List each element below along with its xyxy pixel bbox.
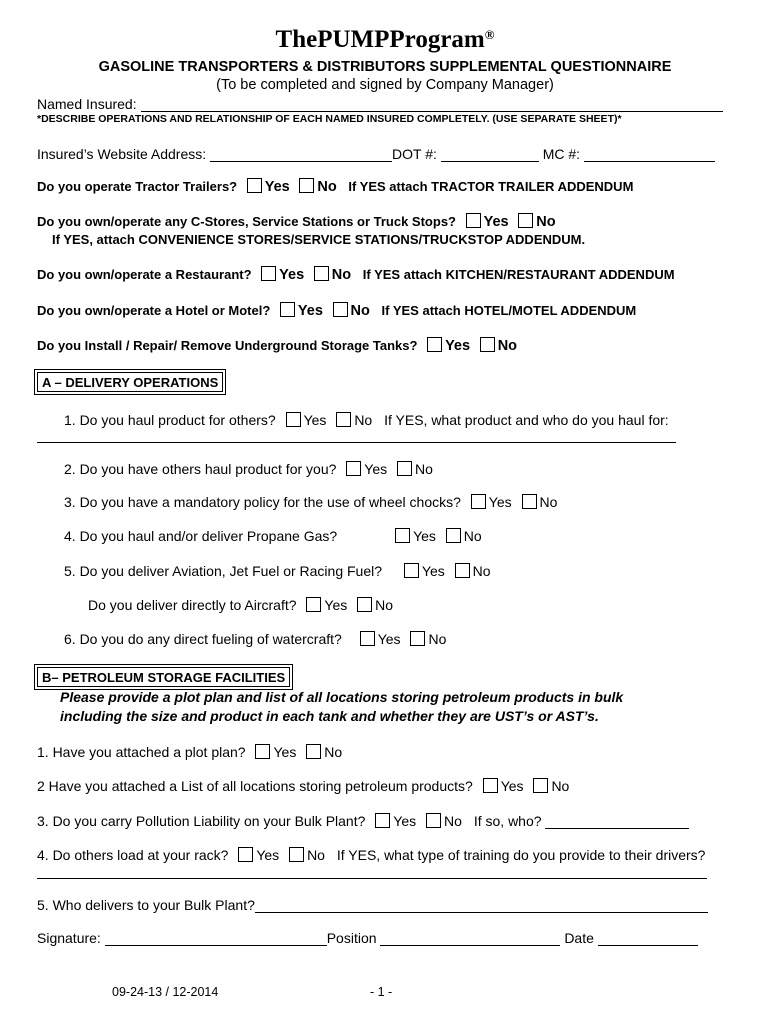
- no-checkbox[interactable]: [336, 412, 351, 427]
- named-insured-note: *DESCRIBE OPERATIONS AND RELATIONSHIP OF EACH NAMED INSURED COMPLETELY. (USE SEPARATE SHEET)*: [37, 113, 622, 125]
- yes-checkbox[interactable]: [483, 778, 498, 793]
- yes-checkbox[interactable]: [404, 563, 419, 578]
- question-a5b: Do you deliver directly to Aircraft? Yes No: [88, 597, 394, 613]
- question-tractor-trailers: Do you operate Tractor Trailers? Yes No If YES attach TRACTOR TRAILER ADDENDUM: [37, 179, 634, 195]
- no-checkbox[interactable]: [518, 213, 533, 228]
- signature-row: [37, 930, 698, 946]
- section-b-instruction-1: Please provide a plot plan and list of all locations storing petroleum products in bulk: [60, 689, 624, 705]
- section-b-heading: B– PETROLEUM STORAGE FACILITIES: [37, 667, 290, 687]
- yes-checkbox[interactable]: [280, 302, 295, 317]
- question-a1: 1. Do you haul product for others? Yes No If YES, what product and who do you haul for:: [64, 412, 669, 428]
- no-checkbox[interactable]: [446, 528, 461, 543]
- yes-checkbox[interactable]: [427, 337, 442, 352]
- question-ust: Do you Install / Repair/ Remove Underground Storage Tanks? Yes No: [37, 338, 518, 354]
- question-a2: 2. Do you have others haul product for you? Yes No: [64, 461, 433, 477]
- question-c-stores: Do you own/operate any C-Stores, Service Stations or Truck Stops? Yes No: [37, 214, 556, 230]
- mc-field[interactable]: [584, 147, 715, 162]
- question-restaurant: Do you own/operate a Restaurant? Yes No If YES attach KITCHEN/RESTAURANT ADDENDUM: [37, 267, 675, 283]
- no-checkbox[interactable]: [299, 178, 314, 193]
- signature-label: Signature:: [37, 930, 101, 946]
- section-a-heading: A – DELIVERY OPERATIONS: [37, 372, 223, 392]
- section-b-instruction-2: including the size and product in each tank and whether they are UST’s or AST’s.: [60, 708, 599, 724]
- position-label: Position: [326, 930, 377, 946]
- date-field[interactable]: [598, 931, 698, 946]
- date-label: Date: [564, 930, 594, 946]
- yes-checkbox[interactable]: [255, 744, 270, 759]
- question-a6: 6. Do you do any direct fueling of watercraft? Yes No: [64, 631, 447, 647]
- c-stores-note: If YES, attach CONVENIENCE STORES/SERVICE STATIONS/TRUCKSTOP ADDENDUM.: [52, 232, 586, 247]
- question-b4: 4. Do others load at your rack? Yes No If YES, what type of training do you provide to their drivers?: [37, 847, 706, 863]
- no-checkbox[interactable]: [306, 744, 321, 759]
- bulk-plant-delivery-field[interactable]: [255, 898, 708, 913]
- pollution-carrier-field[interactable]: [545, 814, 689, 829]
- no-checkbox[interactable]: [480, 337, 495, 352]
- b4-answer-line[interactable]: [37, 878, 707, 879]
- website-row: [37, 146, 715, 162]
- signature-field[interactable]: [105, 931, 327, 946]
- dot-field[interactable]: [441, 147, 539, 162]
- no-checkbox[interactable]: [357, 597, 372, 612]
- form-subtitle: GASOLINE TRANSPORTERS & DISTRIBUTORS SUPPLEMENTAL QUESTIONNAIRE: [98, 59, 672, 75]
- no-checkbox[interactable]: [289, 847, 304, 862]
- yes-checkbox[interactable]: [238, 847, 253, 862]
- page-number: - 1 -: [370, 985, 393, 999]
- form-version: 09-24-13 / 12-2014: [112, 985, 219, 999]
- no-checkbox[interactable]: [426, 813, 441, 828]
- yes-checkbox[interactable]: [471, 494, 486, 509]
- website-field[interactable]: [210, 147, 392, 162]
- yes-checkbox[interactable]: [261, 266, 276, 281]
- yes-checkbox[interactable]: [395, 528, 410, 543]
- no-checkbox[interactable]: [533, 778, 548, 793]
- website-label: Insured’s Website Address:: [37, 146, 207, 162]
- no-checkbox[interactable]: [397, 461, 412, 476]
- question-b1: 1. Have you attached a plot plan? Yes No: [37, 744, 343, 760]
- question-a5: 5. Do you deliver Aviation, Jet Fuel or Racing Fuel? Yes No: [64, 563, 491, 579]
- question-a3: 3. Do you have a mandatory policy for the use of wheel chocks? Yes No: [64, 494, 558, 510]
- question-hotel: Do you own/operate a Hotel or Motel? Yes No If YES attach HOTEL/MOTEL ADDENDUM: [37, 303, 637, 319]
- yes-checkbox[interactable]: [466, 213, 481, 228]
- form-title: ThePUMPProgram®: [275, 26, 495, 53]
- no-checkbox[interactable]: [455, 563, 470, 578]
- question-b5: 5. Who delivers to your Bulk Plant?: [37, 897, 708, 913]
- yes-checkbox[interactable]: [346, 461, 361, 476]
- no-checkbox[interactable]: [410, 631, 425, 646]
- yes-checkbox[interactable]: [306, 597, 321, 612]
- yes-checkbox[interactable]: [360, 631, 375, 646]
- dot-label: DOT #:: [392, 146, 437, 162]
- form-instruction: (To be completed and signed by Company Manager): [216, 77, 554, 93]
- question-a4: 4. Do you haul and/or deliver Propane Gas? Yes No: [64, 528, 482, 544]
- no-checkbox[interactable]: [522, 494, 537, 509]
- mc-label: MC #:: [542, 146, 581, 162]
- named-insured-label: Named Insured:: [37, 96, 137, 112]
- yes-checkbox[interactable]: [247, 178, 262, 193]
- named-insured-field[interactable]: [141, 97, 723, 112]
- yes-checkbox[interactable]: [286, 412, 301, 427]
- named-insured-row: [37, 96, 723, 112]
- no-checkbox[interactable]: [333, 302, 348, 317]
- question-b2: 2 Have you attached a List of all locations storing petroleum products? Yes No: [37, 778, 570, 794]
- question-b3: 3. Do you carry Pollution Liability on your Bulk Plant? Yes No If so, who?: [37, 813, 689, 829]
- yes-checkbox[interactable]: [375, 813, 390, 828]
- position-field[interactable]: [380, 931, 560, 946]
- a1-answer-line[interactable]: [37, 442, 676, 443]
- no-checkbox[interactable]: [314, 266, 329, 281]
